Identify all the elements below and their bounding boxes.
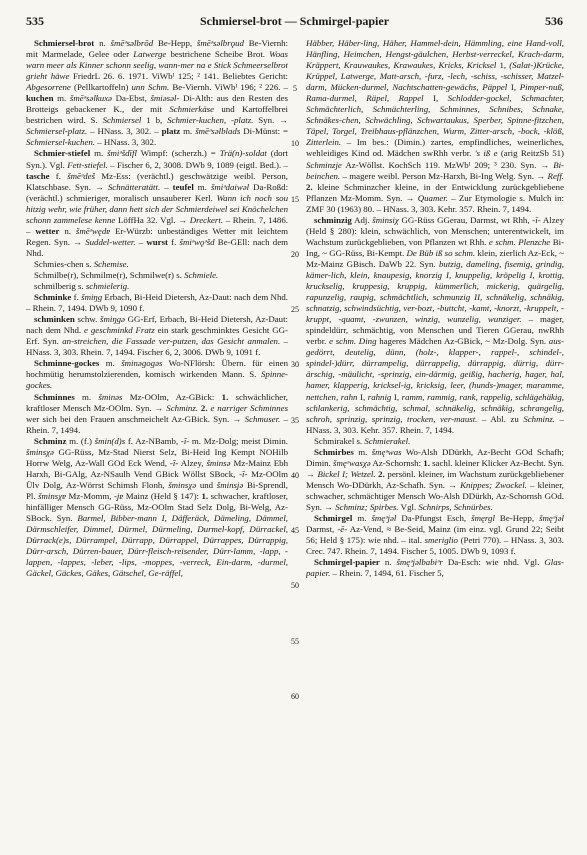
italic-text: Bickel I; Wetzel. <box>317 468 376 479</box>
italic-text: ī- <box>535 214 541 225</box>
entry-text: Darmst, - <box>306 524 341 535</box>
italic-text: šmiŋg <box>81 292 103 303</box>
italic-text: e geschminkd Fratz <box>84 325 155 336</box>
entry-text: m. <box>90 148 108 159</box>
entry-text: Be-Viernh: mit Marmelade, Gelee oder <box>26 38 288 60</box>
dictionary-entry <box>26 148 288 258</box>
italic-text: 's iß e <box>474 148 498 159</box>
dictionary-entry <box>306 447 564 513</box>
page-number-left: 535 <box>26 14 44 28</box>
dictionary-entry <box>26 38 288 148</box>
italic-text: šmęᵊjəl <box>539 513 564 524</box>
entry-text: (dort Syn.). Vgl. <box>26 148 288 170</box>
entry-text: m. <box>74 391 99 402</box>
dictionary-entry <box>306 557 564 579</box>
headword: Schminz <box>34 435 67 446</box>
entry-text: m. <box>53 93 70 104</box>
dictionary-entry <box>306 513 564 557</box>
entry-text: Mz-OOlm, Az-GBick: <box>122 391 222 402</box>
entry-text: I, <box>507 82 520 93</box>
italic-text: Knippes; Zwockel. <box>460 479 527 490</box>
headword: platz <box>161 126 181 137</box>
entry-text: – HNass. 3, 302. <box>95 137 157 148</box>
italic-text: Woas warn meer als Kinner schonn seelig, wann-mer na e Stick Schmeerselbrot grieht häwe <box>26 49 288 82</box>
entry-text: sachl. kleiner Klicker Az-Becht. Syn. → <box>306 457 564 479</box>
cross-reference <box>26 270 288 281</box>
italic-text: šmiᵊdaiwəl <box>210 181 250 192</box>
italic-text: ī- <box>172 457 179 468</box>
headword: teufel <box>172 181 194 192</box>
line-number: 20 <box>291 249 299 259</box>
dictionary-entry <box>306 38 564 215</box>
entry-text: – HNass. 3, 303. Rhein. 7, 1494. Fischer 6, 2, 3006. DWb 9, 1091 f. <box>26 336 288 358</box>
entry-text: Mainz (Held § 147): <box>123 490 202 501</box>
italic-text: Glas-papier. <box>306 557 564 579</box>
italic-text: Dreckert. <box>189 214 224 225</box>
entry-text: Er-Würzb: unbeständiges Wetter mit leichtem Regen. Syn. → <box>26 225 288 247</box>
entry-text: klein, zierlich Az-Eck, ~ Mz-Mainz GBisch. DaWb 22. Syn. <box>306 247 564 269</box>
entry-text: Alzey (Held § 280): klein, schwächlich, von Menschen; unterentwickelt, im Wachstum zurückgeblieben, von Pflanzen wt Rhh. <box>306 214 564 247</box>
entry-text: n. <box>379 557 397 568</box>
italic-text: šmēᵊsəlkuxə <box>69 93 112 104</box>
entry-text: – Abl. zu <box>477 413 524 424</box>
italic-text: rahnig <box>367 391 392 402</box>
entry-text: Be-Hepp, <box>494 513 540 524</box>
header-title: Schmiersel-brot — Schmirgel-papier <box>199 14 390 28</box>
headword: Schmiersel-brot <box>34 38 95 48</box>
cross-reference <box>26 259 288 270</box>
dictionary-entry <box>306 215 564 436</box>
italic-text: šmēᵊdeš <box>67 170 96 181</box>
entry-text: schwächlicher, kraftloser Mensch Mz-OOlm. Syn. → <box>26 391 288 413</box>
entry-text: – magere weibl. Person Mz-Harxh, Bi-Ing Welg. Syn. → <box>340 170 548 181</box>
headword: 2. <box>306 181 313 192</box>
entry-text: – HNass. 3, 303. Kehr. 357. Rhein. 7, 1494. <box>306 413 564 435</box>
entry-text: Vgl. <box>398 501 419 512</box>
italic-text: Häbber, Häber-ling, Häher, Hammel-dein, Hämmling, eine Hand-voll, Hänfling, Heimchen, Hengst-gäulchen, Herbst-verreckel, Krach-darm, Kräppert, Krauwaukes, Krawaukes, Kricks, Kricksel <box>306 38 564 71</box>
headword: Schminnes <box>34 391 75 402</box>
italic-text: šmęᵊjəlbabiᵊr <box>396 557 443 568</box>
italic-text: šmiŋgə <box>100 314 125 325</box>
italic-text: Schminz; Spirbes. <box>335 501 399 512</box>
entry-text: n. <box>94 38 111 48</box>
entry-text: – Zur Etymologie s. Mulch in: ZMF 30 (1963) 80. – HNass. 3, 303. Kehr. 357. Rhein. 7, 1494. <box>306 192 564 214</box>
entry-text: – Fischer 6, 2, 3008. DWb 9, 1089 (eigtl. Bed.). – <box>107 159 288 170</box>
italic-text: Schmierakel. <box>364 435 411 446</box>
dictionary-entry <box>26 358 288 391</box>
italic-text: šmęrgl <box>471 513 495 524</box>
italic-text: Schmier-kuchen, -platz. <box>167 115 254 126</box>
entry-text: (Pellkartoffeln) <box>70 82 132 93</box>
entry-text: I, <box>391 391 402 402</box>
entry-text: Mz-OOlm Ülv Dolg, Az-Wörrst Schimsh Flonh, <box>26 468 288 490</box>
entry-text: Az-Schornsh: <box>370 457 424 468</box>
italic-text: Schmuser. <box>244 413 281 424</box>
italic-text: (Salat-)Krücke, Krüppel, Latwerge, Matt-arsch, -furz, -lech, -schiss, -schisser, Matzel-darm, Mücken-durmel, Nachtschatten-gewächs, Päppel <box>306 60 564 93</box>
italic-text: šmęᵊwas <box>371 446 402 457</box>
italic-text: šminəs <box>98 391 123 402</box>
italic-text: Schmiersel-kuchen. <box>26 137 96 148</box>
entry-text: Schmirakel s. <box>314 435 365 446</box>
entry-text: – <box>160 181 173 192</box>
italic-text: Latwerge <box>133 49 167 60</box>
entry-text: Mz-Mainz Ebh Harxh, Bi-GAlg, Az-NSaulh Vend GBick Wöllst SBock, - <box>26 457 288 479</box>
entry-text: GG-Rüss, Mz-Stad Nierst Selz, Bi-Heid Ing Kempt NOHilb Horrw Welg, Az-Wall GOd Eck Wend, - <box>26 446 288 468</box>
entry-text: – Rhein. 7, 1486. – <box>26 214 288 236</box>
entry-text: wer sich bei den Frauen anschmeichelt Az-GBick. Syn. → <box>26 413 245 424</box>
entry-text: schw. <box>74 314 101 325</box>
line-number: 10 <box>291 139 299 149</box>
line-number: 25 <box>291 305 299 315</box>
entry-text: Di-Alth: aus den Resten des Brotteigs gebackener K., der mit <box>26 93 288 115</box>
italic-text: Wann ich noch sou hitzig wehr, wie früher, dann hett sich der Schmierdeiwel sei Knöchelchen schonn zammelese kenne <box>26 192 288 225</box>
headword: wurst <box>146 236 168 247</box>
entry-text: GG-Erf, Erbach, Bi-Heid Dietersh, Az-Daut: nach dem Nhd. <box>26 314 288 336</box>
italic-text: Schmierkäse <box>169 104 215 115</box>
italic-text: De Büb iß so schm. <box>406 247 476 258</box>
italic-text: e schm. Ding <box>329 336 377 347</box>
entry-text: – kleiner, schwacher, schmächtiger Mensch Wo-Alsh DDürkh, Az-Schornsh GOd. Syn. → <box>306 479 564 512</box>
italic-text: an-streichen, die Fassade ver-putzen, das Gesicht anmalen. <box>62 336 281 347</box>
entry-text: Di-Münst: = <box>240 126 288 137</box>
headword: 1. <box>221 391 229 402</box>
entry-text: Da-Pfungst Esch, <box>396 513 472 524</box>
line-number: 35 <box>291 415 299 425</box>
italic-text: Pimper-nuß, Rama-durmel, Räpel, Rappel <box>306 82 564 104</box>
headword: 1. <box>201 490 209 501</box>
italic-text: Abgesorrene <box>26 82 71 93</box>
entry-text: Schmies-chen s. <box>34 258 94 269</box>
entry-text: schmilberig s. <box>34 281 86 292</box>
italic-text: Quamer. <box>417 192 448 203</box>
entry-text: m. <box>193 181 211 192</box>
headword: schminzig <box>314 214 352 225</box>
entry-text: Adj. <box>351 214 373 225</box>
headword: 2. <box>200 402 208 413</box>
italic-text: Schnätteratätt. <box>107 181 161 192</box>
entry-text: schwacher, kraftloser, hinfälliger Mensch GG-Rüss, Mz-OOlm Stad Selz Dolg, Bi-Welg, Az-SBock. Syn. <box>26 490 288 524</box>
headword: 1. <box>423 457 430 468</box>
entry-text: I, <box>423 93 448 104</box>
line-number-gutter <box>284 38 306 850</box>
line-number: 30 <box>291 360 299 370</box>
entry-text: Syn. → <box>253 115 288 126</box>
line-number: 45 <box>291 526 299 536</box>
entry-text: m. <box>352 513 372 524</box>
line-number: 55 <box>291 636 299 646</box>
dictionary-entry <box>26 292 288 314</box>
entry-text: (Petri 770). – HNass. 3, 303. Crec. 747. Rhein. 7, 1494. Fischer 5, 1005. DWb 9, 1093 f. <box>306 535 564 557</box>
entry-text: hageres Mädchen Az-GBick, ~ Mz-Dolg. Syn. <box>376 336 549 347</box>
italic-text: šmiᵊwǫᵊšd <box>179 236 215 247</box>
italic-text: e narriger Schminnes <box>210 402 288 413</box>
headword: Schmier-stiefel <box>34 148 91 159</box>
line-number: 15 <box>291 194 299 204</box>
italic-text: aus-gedörrt, deutelig, dünn, (holz-, klapper-, rappel-, schindel-, spindel-)dürr, dürrampelig, dürrappelig, dürrappig, dürrig, dürr-ärschig, -mäulicht, -sprinzig, ein-därmig, geißig, hacherig, hager, hal, hamer, klapperig, kricksel-ig, kricksig, leer, (hunds-)mager, maramme, nettchen, rahn <box>306 336 564 402</box>
entry-text: persönl. kleiner, im Wachstum zurückgebliebener Mensch Wo-DDürkh, Az-Schafh. Syn. → <box>306 468 564 490</box>
dictionary-entry <box>26 314 288 358</box>
italic-text: ī- <box>242 468 248 479</box>
entry-text: – Im bes.: (Dimin.) zartes, empfindliches, weinerliches, wehleidiges Kind od. Mädchen swRhh verbr. <box>306 137 564 159</box>
entry-text: Be-Viernh. ViWbᴵ 196; ² 226. – <box>169 82 288 93</box>
entry-text: Bi-Ing, ~ GG-Rüss, Bi-Kempt. <box>306 236 564 258</box>
italic-text: Fett-stiefel. <box>67 159 108 170</box>
entry-text: Bi-Sprendl, Pl. <box>26 479 288 501</box>
right-column <box>306 38 564 850</box>
entry-text: f. <box>167 236 180 247</box>
entry-text: n. <box>59 225 76 236</box>
headword: schminken <box>34 314 75 325</box>
italic-text: ramm, rammig, rank, rappelig, schlägehäkig, schlankerig, schmächtig, schmal, schnäkelig, schnäkig, schrangelig, schroh, sprinzig, sprinzig, trocken, ver-maust. <box>306 391 564 424</box>
italic-text: šmin(d)s <box>94 435 126 446</box>
entry-text: GG-Rüss GGerau, Darmst, wt Rhh, - <box>398 214 536 225</box>
entry-text: Be-Hepp, <box>153 38 197 48</box>
entry-text: I, <box>357 391 368 402</box>
italic-text: Schmiersel-platz. <box>26 126 88 137</box>
italic-text: šmęᵊwasχə <box>333 457 371 468</box>
entry-text: Da-Esch: wie nhd. Vgl. <box>442 557 545 568</box>
headword: wetter <box>35 225 60 236</box>
italic-text: šminsχə <box>26 446 54 457</box>
italic-text: Schmiele. <box>184 269 219 280</box>
entry-text: – mager, spindeldürr, schmächtig, von Menschen und Tieren GGerau, nwRhh verbr. <box>306 314 564 347</box>
italic-text: Schminz. <box>523 413 556 424</box>
italic-text: šminsjə <box>216 479 244 490</box>
italic-text: jɐ <box>116 490 124 501</box>
entry-text: – HNass. 3, 302. – <box>87 126 162 137</box>
line-number: 60 <box>291 691 299 701</box>
cross-reference <box>306 436 564 447</box>
entry-text: Az-Vend, ≈ Be-Seid, Mainz (im einz. vgl. Grund 22; Seibt 56; Held § 175): wie nhd. – ital. <box>306 524 564 546</box>
entry-text: m. <box>180 126 196 137</box>
italic-text: Trä(n)-soldat <box>219 148 267 159</box>
dictionary-entry <box>26 436 288 580</box>
italic-text: Bi-beinchen. <box>306 159 564 181</box>
headword: Schmirgel-papier <box>314 557 380 568</box>
italic-text: šmiᵊšdīfl <box>107 148 137 159</box>
italic-text: Schlodder-gockel, Schmachter, Schmächterlich, Schmächterling, Schminnes, Schnibes, Schnake, Schnäkes-chen, Schwächling, Schwartaukus, Sperber, Spinne-fitzchen, Täpel, Torgel, Treibhaus-pflänzchen, Wurm, Zitter-arsch, -bock, -klöß, Zitterlein. <box>306 93 564 148</box>
entry-text: Alzey, <box>178 457 207 468</box>
left-column <box>26 38 288 850</box>
entry-text: und Kartoffelbrei bestrichen wird. S. <box>26 104 288 126</box>
italic-text: Spinne-gockes. <box>26 369 288 391</box>
entry-text: m. (f.) <box>66 435 95 446</box>
entry-text: kleine Schminzcher kleine, in der Entwicklung zurückgebliebene Pflanzen Mz-Momm. Syn. → <box>306 181 564 203</box>
headword: kuchen <box>26 93 54 104</box>
entry-text: – Rhein. 7, 1494. <box>26 413 288 435</box>
entry-text: f. <box>71 292 82 303</box>
entry-text: f. <box>49 170 68 181</box>
entry-text: bestrichene Scheibe Brot. <box>166 49 270 60</box>
italic-text: šminəgogəs <box>121 358 163 369</box>
italic-text: šmēᵊsəlblads <box>195 126 241 137</box>
line-number: 5 <box>293 84 297 94</box>
entry-text: Da-Roßd: (verächtl.) schmieriger, moralisch unsauberer Kerl. <box>26 181 288 203</box>
entry-text: – <box>135 236 147 247</box>
italic-text: šminsχə <box>168 479 197 490</box>
entry-text: Be-GEll: nach dem Nhd. <box>26 236 288 258</box>
headword: Schmirgel <box>314 513 353 524</box>
entry-text: Az-Wöllst. KochSch 119. MzWbᴵ 209; ³ 230. Syn. → <box>341 159 554 170</box>
italic-text: šmēᵊsəlbrōd <box>110 38 154 48</box>
entry-text: Da-Ebst, <box>112 93 151 104</box>
entry-text: 1, <box>496 60 510 71</box>
line-number: 50 <box>291 581 299 591</box>
italic-text: šminsə <box>206 457 231 468</box>
italic-text: Schmiersel <box>102 115 142 126</box>
headword: Schminke <box>34 292 72 303</box>
entry-text: Mz-Ess: (verächtl.) geschwätzige weibl. Person, Klatschbase. Syn. → <box>26 170 288 192</box>
italic-text: ī- <box>183 435 190 446</box>
line-number: 40 <box>291 470 299 480</box>
entry-text: 1 b, <box>141 115 168 126</box>
dictionary-entry <box>26 392 288 436</box>
entry-text: f. Az-NBamb, - <box>125 435 184 446</box>
italic-text: Suddel-wetter. <box>85 236 136 247</box>
entry-text: m. <box>353 446 372 457</box>
entry-text: – Rhein. 7, 1494, 61. Fischer 5, <box>330 568 444 579</box>
headword: 2. <box>378 468 385 479</box>
entry-text: Wo-Alsh DDürkh, Az-Becht GOd Schafh; Dimin. <box>306 446 564 468</box>
italic-text: e schm. Plenzche <box>488 236 551 247</box>
entry-text: m. Mz-Dolg; meist Dimin. <box>189 435 288 446</box>
headword: Schminne-gockes <box>34 358 100 369</box>
headword: tasche <box>26 170 50 181</box>
entry-text: Mz-Momm, - <box>66 490 117 501</box>
italic-text: butzig, dameling, fisemig, grindig, kämer-lich, klein, knaupesig, knorzig I, knuppelig, kröpelig I, krottig, kruckselig, kruppesig, kruppig, kümmerlich, mickerig, quärgelig, rapunzelig, raupig, schmächtlich, schmunzig II, schnäkelig, schnäkig, schnatzig, schwindsüchtig, ver-bozt, -buttcht, -kamt, -knorzt, -kruppelt, -kruppt, -quamt, -zwunzen, winzig, wunzelig, wunziger. <box>306 258 564 325</box>
cross-reference <box>26 281 288 292</box>
italic-text: Schminz. <box>166 402 198 413</box>
page-number-right: 536 <box>545 14 563 28</box>
entry-text: m. <box>99 358 122 369</box>
italic-text: unn Schm. <box>131 82 170 93</box>
italic-text: šmiəsəl- <box>150 93 180 104</box>
entry-text: Wimpf: (scherzh.) = <box>136 148 220 159</box>
headword: Schmirbes <box>314 446 354 457</box>
italic-text: Schemise. <box>93 258 129 269</box>
italic-text: ē- <box>340 524 348 535</box>
entry-text: FriedrL 26. 6. 1971. ViWbᴵ 125; ² 141. Beliebtes Gericht: <box>69 71 288 82</box>
running-header <box>26 14 563 30</box>
italic-text: šmēᵊwędɐ <box>75 225 111 236</box>
italic-text: Reff. <box>547 170 564 181</box>
entry-text: ein stark geschminktes Gesicht GG-Erf. Syn. <box>26 325 288 347</box>
entry-text: und <box>196 479 217 490</box>
italic-text: šminsχɐ <box>38 490 67 501</box>
italic-text: Schnirps, Schnürbes. <box>418 501 493 512</box>
entry-text: (arig ReitzSb 51) <box>497 148 564 159</box>
italic-text: smeriglio <box>424 535 458 546</box>
italic-text: šminsiχ <box>372 214 399 225</box>
entry-text: Erbach, Bi-Heid Dietersh, Az-Daut: nach dem Nhd. – Rhein. 7, 1494. DWb 9, 1090 f. <box>26 292 288 314</box>
entry-text: Schmilbe(r), Schmilme(r), Schmilwe(r) s. <box>34 269 185 280</box>
italic-text: šmēᵊsəlbrǫud <box>196 38 244 48</box>
italic-text: Barmel, Bibber-mann I, Däfferäck, Dämeling, Dämmel, Därmschleifer, Dimmel, Dürmel, Dürmeling, Durmel-kopf, Dürrackel, Dürrack(e)s, Dürrampel, Dürrapp, Dürrappel, Dürrappes, Dürrappig, Dürr-arsch, Dürren-bauer, Dürr-fleisch-reisender, Dürr-lamm, -lapp, -lappen, -lappes, -leber, -lips, -moppes, -verreck, Ein-darm, -durmel, Gäckel, Gäckes, Gäkes, Gätschel, Ge-räffel, <box>26 513 288 579</box>
italic-text: šmęᵊjəl <box>371 513 397 524</box>
entry-text: Wo-NFlörsh: Übern. für einen hochmütig herumstolzierenden, komisch wirkenden Mann. S. <box>26 358 288 380</box>
entry-text: LöffHa 32. Vgl. → <box>115 214 190 225</box>
italic-text: schmielerig. <box>85 281 130 292</box>
italic-text: Schminzje <box>306 159 342 170</box>
